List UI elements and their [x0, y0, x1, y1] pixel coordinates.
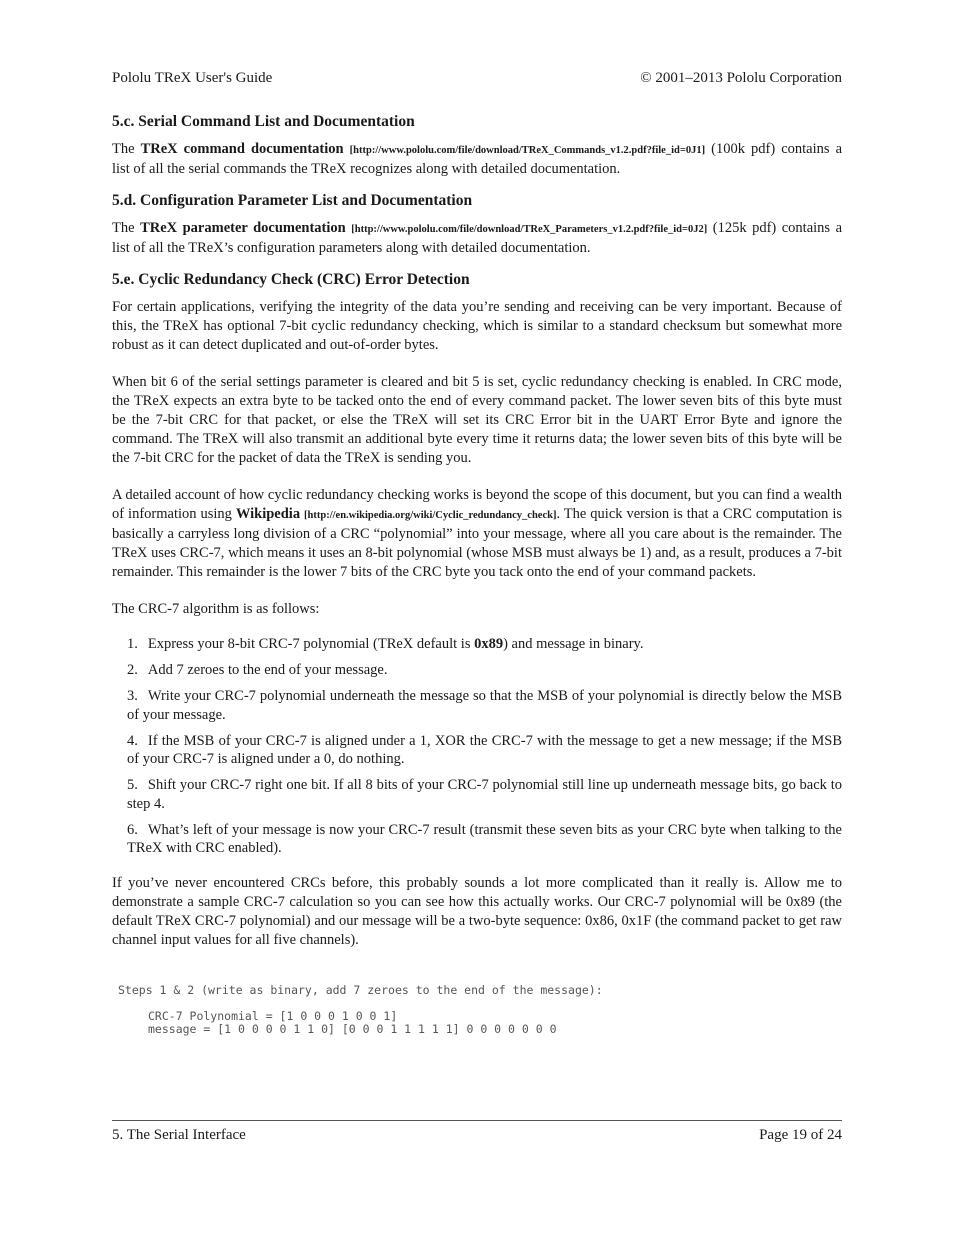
code-block	[118, 984, 842, 1036]
commands-doc-link[interactable]: TReX command documentation	[140, 141, 344, 157]
section-heading: 5.c. Serial Command List and Documentation	[112, 113, 415, 130]
text: A detailed account of how cyclic redundancy checking works is beyond the scope of this document, but you can find a wealth of information using	[112, 487, 842, 522]
document-page	[112, 0, 842, 1235]
step-number: 4.	[127, 732, 138, 749]
text: What’s left of your message is now your CRC-7 result (transmit these seven bits as your CRC byte when talking to the TReX with CRC enabled).	[127, 821, 842, 856]
wikipedia-link[interactable]: Wikipedia	[235, 506, 301, 522]
list-item	[112, 687, 842, 724]
text: (100k pdf) contains a list of all the serial commands the TReX recognizes along with detailed documentation.	[112, 141, 843, 177]
page-content	[112, 112, 842, 1036]
list-item	[112, 821, 842, 858]
step-number: 5.	[127, 777, 138, 793]
step-number: 3.	[127, 688, 138, 704]
section-paragraph	[112, 140, 842, 179]
text: The	[112, 220, 141, 236]
step-number: 6.	[127, 821, 138, 838]
section-config-params	[112, 191, 842, 258]
commands-doc-url[interactable]: [http://www.pololu.com/file/download/TReX_Commands_v1.2.pdf?file_id=0J1]	[349, 145, 706, 156]
parameters-doc-link[interactable]: TReX parameter documentation	[140, 220, 346, 236]
crc-detail-paragraph	[112, 486, 842, 582]
text: Shift your CRC-7 right one bit. If all 8 bits of your CRC-7 polynomial still line up underneath message bits, go back to step 4.	[127, 777, 842, 812]
header-title: Pololu TReX User's Guide	[112, 70, 273, 86]
parameters-doc-url[interactable]: [http://www.pololu.com/file/download/TReX_Parameters_v1.2.pdf?file_id=0J2]	[351, 224, 708, 235]
list-item	[112, 732, 842, 769]
section-paragraph	[112, 219, 842, 258]
text: ) and message in binary.	[503, 636, 644, 652]
text: (125k pdf) contains a list of all the TReX’s configuration parameters along with detailed documentation.	[112, 220, 843, 256]
code-comment: Steps 1 & 2 (write as binary, add 7 zeroes to the end of the message):	[118, 982, 603, 997]
page-number: Page 19 of 24	[759, 1127, 842, 1143]
section-crc	[112, 270, 842, 1036]
text: Write your CRC-7 polynomial underneath the message so that the MSB of your polynomial is directly below the MSB of your message.	[127, 688, 842, 723]
step-number: 1.	[127, 636, 138, 652]
page-header	[112, 70, 842, 87]
crc-mode-paragraph: When bit 6 of the serial settings parameter is cleared and bit 5 is set, cyclic redundancy checking is enabled. In CRC mode, the TReX expects an extra byte to be tacked onto the end of every command packet. The lower seven bits of this byte must be the 7-bit CRC for that packet, or else the TReX will set its CRC Error bit in the UART Error Byte and ignore the command. The TReX will also transmit an additional byte every time it returns data; the lower seven bits of this byte will be the 7-bit CRC for the packet of data the TReX is sending you.	[112, 374, 842, 466]
algorithm-steps	[112, 635, 842, 858]
footer-divider	[112, 1120, 842, 1121]
footer-chapter: 5. The Serial Interface	[112, 1127, 246, 1143]
text: If the MSB of your CRC-7 is aligned under a 1, XOR the CRC-7 with the message to get a new message; if the MSB of your CRC-7 is aligned under a 0, do nothing.	[127, 732, 842, 767]
header-copyright: © 2001–2013 Pololu Corporation	[640, 70, 842, 86]
text: The	[112, 141, 141, 157]
code-message: message = [1 0 0 0 0 1 1 0] [0 0 0 1 1 1 1 1] 0 0 0 0 0 0 0	[148, 1021, 557, 1036]
polynomial-value: 0x89	[474, 636, 504, 652]
section-heading: 5.e. Cyclic Redundancy Check (CRC) Error Detection	[112, 271, 470, 288]
wikipedia-url[interactable]: [http://en.wikipedia.org/wiki/Cyclic_redundancy_check]	[304, 510, 557, 521]
text: . The quick version is that a CRC computation is basically a carryless long division of a CRC “polynomial” into your message, where all you care about is the remainder. The TReX uses CRC-7, which means it uses an 8-bit polynomial (whose MSB must always be 1) and, as a result, produces a 7-bit remainder. This remainder is the lower 7 bits of the CRC byte you tack onto the end of your command packets.	[112, 506, 842, 580]
list-item	[112, 661, 842, 680]
text: Express your 8-bit CRC-7 polynomial (TReX default is	[147, 636, 475, 652]
code-polynomial: CRC-7 Polynomial = [1 0 0 0 1 0 0 1]	[148, 1008, 398, 1023]
list-item	[112, 635, 842, 654]
algorithm-intro: The CRC-7 algorithm is as follows:	[112, 601, 320, 617]
crc-intro-paragraph: For certain applications, verifying the integrity of the data you’re sending and receiving can be very important. Because of this, the TReX has optional 7-bit cyclic redundancy checking, which is similar to a standard checksum but somewhat more robust as it can detect duplicated and out-of-order bytes.	[112, 299, 842, 353]
section-heading: 5.d. Configuration Parameter List and Documentation	[112, 192, 473, 209]
section-serial-commands	[112, 112, 842, 179]
page-footer	[112, 1127, 842, 1144]
list-item	[112, 776, 842, 813]
example-intro-paragraph: If you’ve never encountered CRCs before, this probably sounds a lot more complicated than it really is. Allow me to demonstrate a sample CRC-7 calculation so you can see how this actually works. Our CRC-7 polynomial will be 0x89 (the default TReX CRC-7 polynomial) and our message will be a two-byte sequence: 0x86, 0x1F (the command packet to get raw channel input values for all five channels).	[112, 874, 842, 948]
text: Add 7 zeroes to the end of your message.	[147, 662, 388, 678]
step-number: 2.	[127, 662, 138, 678]
